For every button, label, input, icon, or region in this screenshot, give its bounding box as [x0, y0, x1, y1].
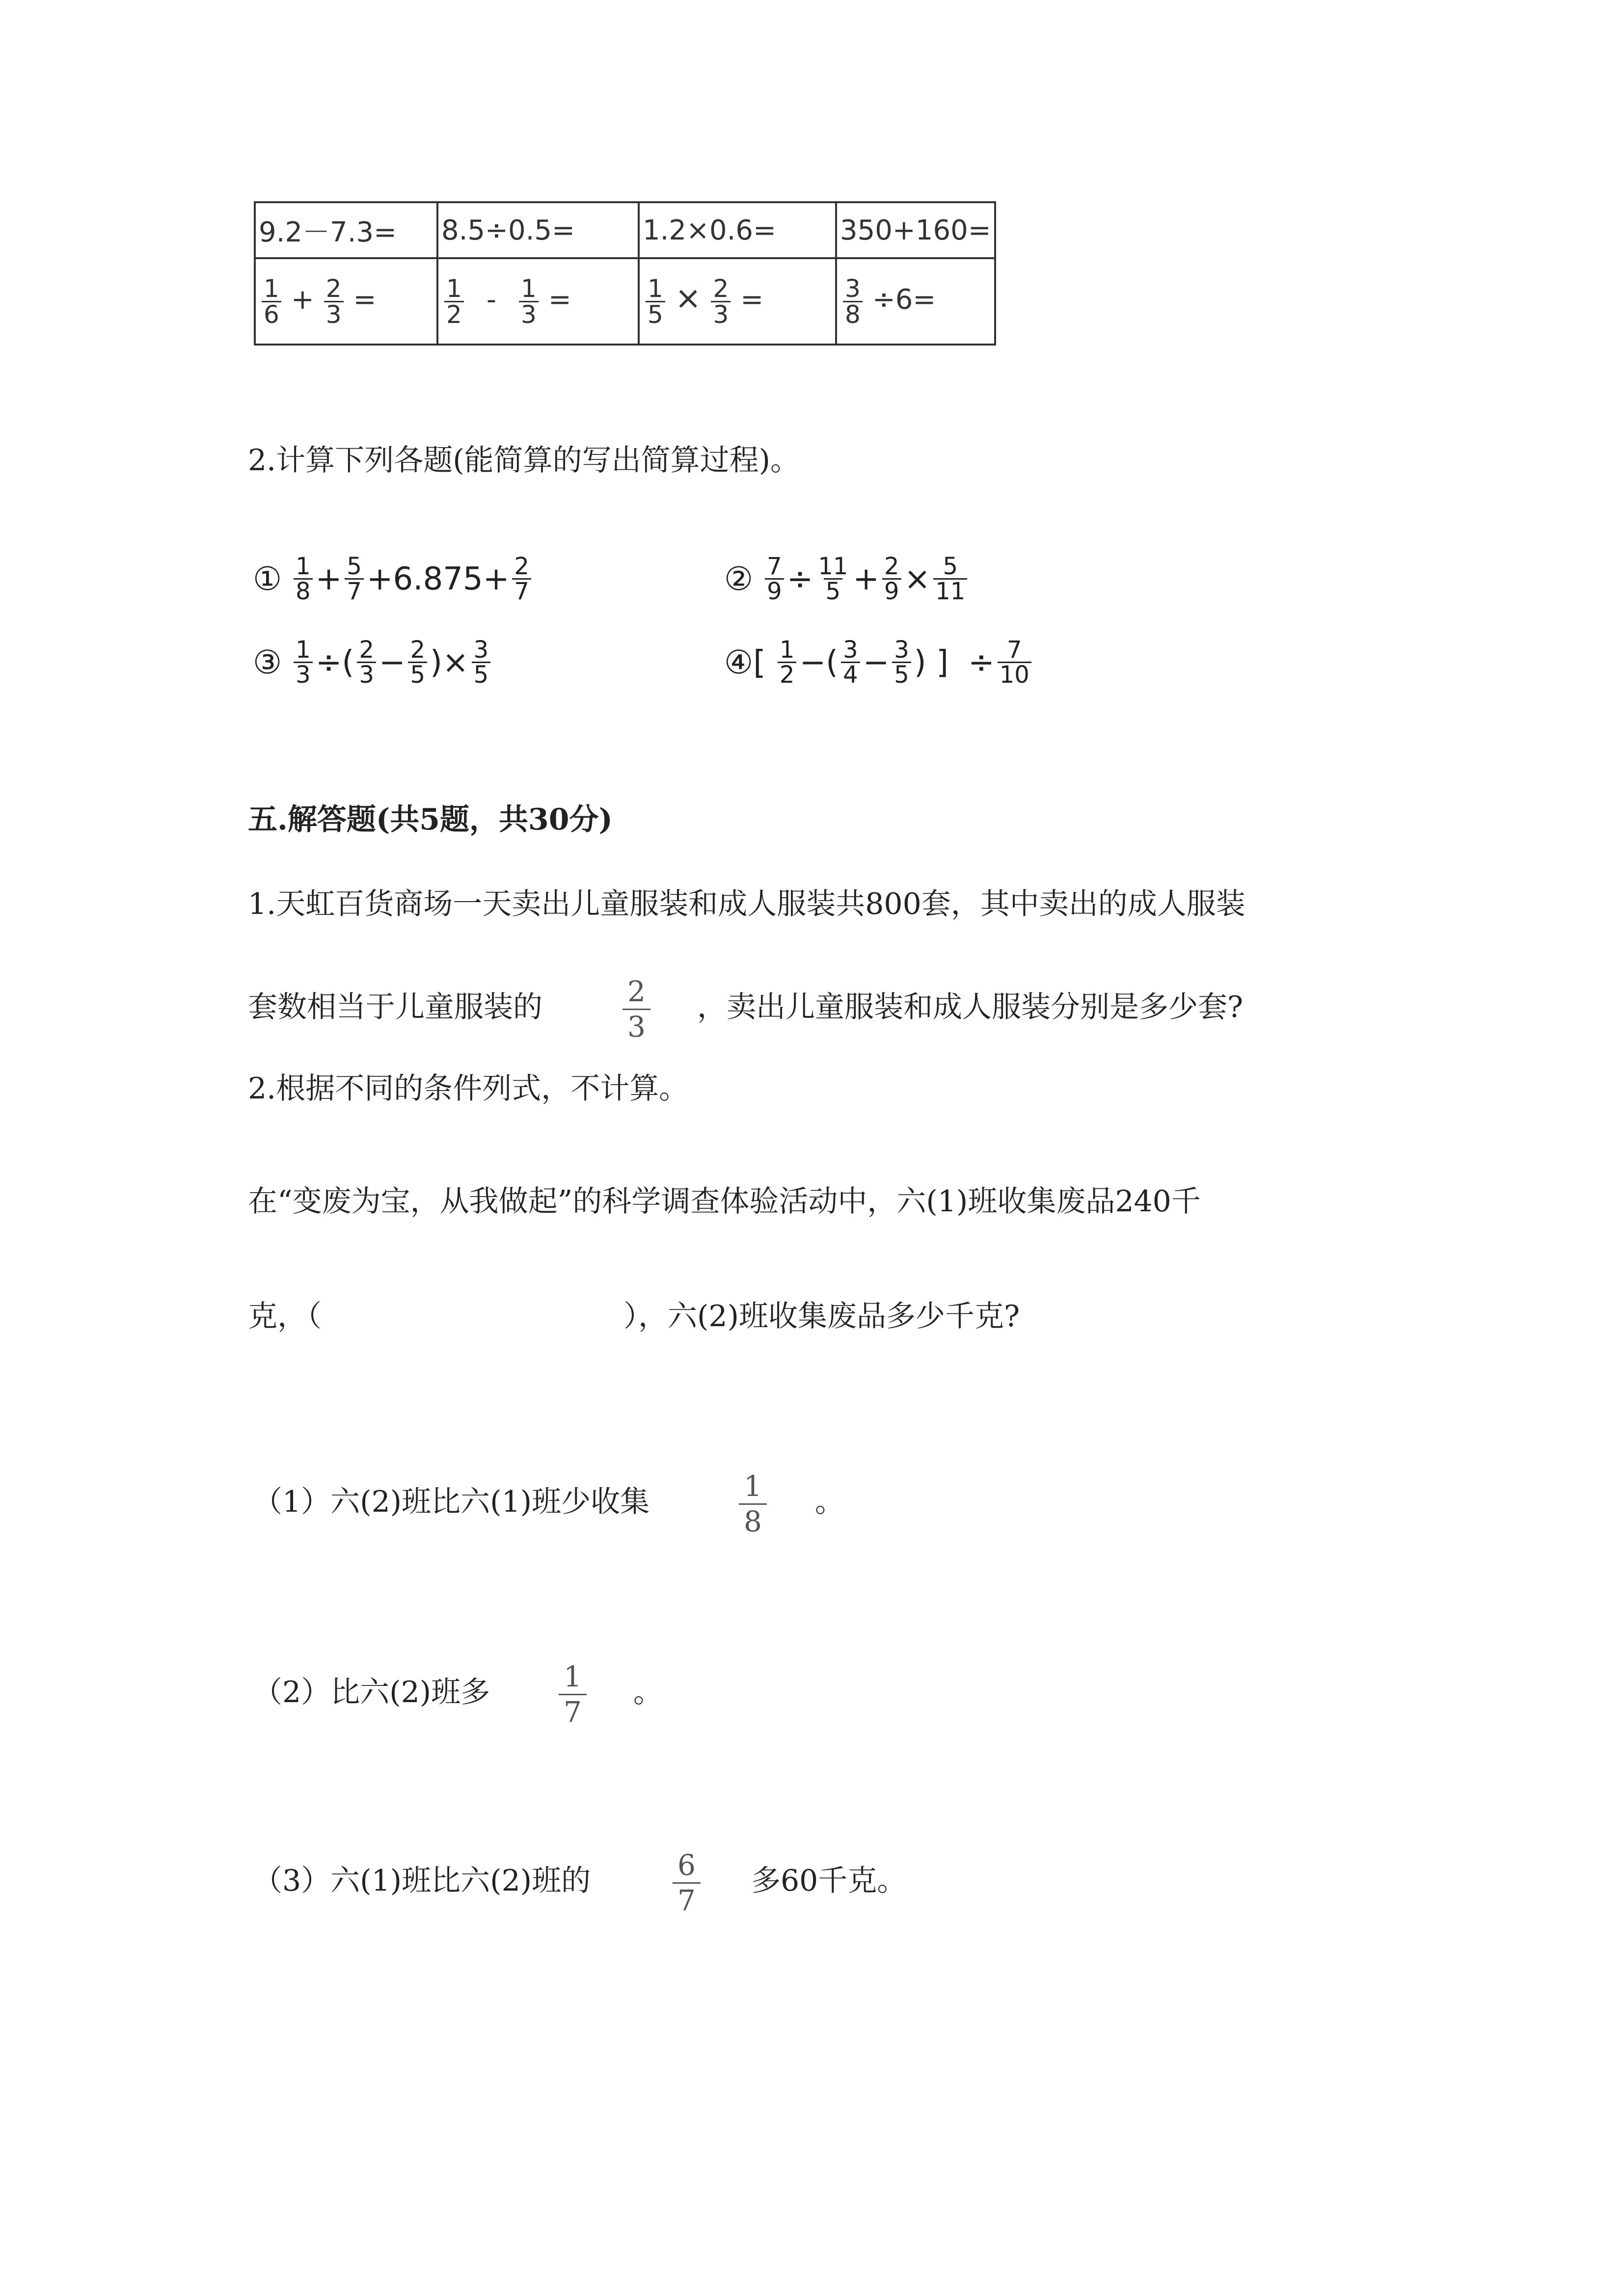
q2-title: 2.计算下列各题(能简算的写出简算过程)。	[248, 443, 800, 478]
fraction: $\frac{2}{5}$	[408, 638, 427, 687]
fraction: $\frac{3}{4}$	[841, 638, 860, 687]
fraction: $\frac{1}{2}$	[444, 276, 464, 327]
fraction: $\frac{7}{10}$	[998, 638, 1031, 687]
fraction: $\frac{2}{3}$	[324, 276, 344, 327]
fraction: $\frac{1}{3}$	[519, 276, 539, 327]
fraction: $\frac{3}{5}$	[472, 638, 491, 687]
fraction: $\frac{2}{7}$	[512, 555, 531, 603]
problem-2-line-1: 在“变废为宝，从我做起”的科学调查体验活动中，六(1)班收集废品240千	[248, 1184, 1201, 1219]
calc-cell: $\frac{1}{2}$ - $\frac{1}{3}$ =	[437, 258, 639, 345]
calc-cell: $\frac{1}{6}$ + $\frac{2}{3}$ =	[255, 258, 437, 345]
problem-1-line-2b: ，卖出儿童服装和成人服装分别是多少套?	[697, 990, 1244, 1024]
fraction: 2 3	[623, 977, 650, 1042]
calc-cell: 1.2×0.6=	[639, 202, 836, 258]
expression-2: ② $\frac{7}{9}$ ÷ $\frac{11}{5}$ + $\frac{2}{9}$ × $\frac{5}{11}$	[724, 555, 970, 603]
calc-cell: $\frac{3}{8}$ ÷6=	[836, 258, 995, 345]
fraction: $\frac{1}{6}$	[262, 276, 281, 327]
condition-3: （3）六(1)班比六(2)班的	[253, 1864, 591, 1898]
condition-1-end: 。	[815, 1485, 844, 1519]
expression-4: ④[ $\frac{1}{2}$ −( $\frac{3}{4}$ − $\frac{3}{5}$ ) ] ÷ $\frac{7}{10}$	[724, 638, 1034, 687]
fraction: $\frac{11}{5}$	[818, 553, 848, 605]
problem-2-title: 2.根据不同的条件列式，不计算。	[248, 1071, 689, 1106]
problem-2-line-2b: ），六(2)班收集废品多少千克?	[623, 1299, 1020, 1334]
condition-2-end: 。	[633, 1675, 663, 1709]
fraction: $\frac{3}{5}$	[892, 638, 911, 687]
fraction: $\frac{1}{3}$	[294, 638, 313, 687]
problem-1-line-1: 1.天虹百货商场一天卖出儿童服装和成人服装共800套，其中卖出的成人服装	[248, 887, 1245, 921]
fraction: 1 8	[739, 1471, 767, 1537]
calc-cell: 9.2－7.3=	[255, 202, 437, 258]
condition-1: （1）六(2)班比六(1)班少收集	[253, 1485, 650, 1519]
table-row	[255, 202, 995, 258]
fraction: $\frac{1}{2}$	[778, 638, 797, 687]
calc-cell: 350+160=	[836, 202, 995, 258]
calc-table	[254, 201, 996, 346]
fraction: $\frac{5}{11}$	[933, 555, 967, 603]
fraction: $\frac{5}{7}$	[345, 555, 364, 603]
fraction: $\frac{1}{5}$	[646, 276, 665, 327]
section-heading: 五.解答题(共5题，共30分)	[248, 802, 613, 837]
fraction: $\frac{2}{9}$	[882, 555, 901, 603]
calc-cell: $\frac{1}{5}$ × $\frac{2}{3}$ =	[639, 258, 836, 345]
fraction: $\frac{7}{9}$	[765, 555, 784, 603]
fraction: $\frac{2}{3}$	[357, 638, 376, 687]
calc-cell: 8.5÷0.5=	[437, 202, 639, 258]
table-row	[255, 258, 995, 345]
fraction: 1 7	[559, 1662, 587, 1727]
fraction: 6 7	[673, 1850, 701, 1916]
fraction: $\frac{1}{8}$	[294, 555, 313, 603]
fraction: $\frac{2}{3}$	[711, 276, 731, 327]
condition-2: （2）比六(2)班多	[253, 1675, 490, 1709]
expression-3: ③ $\frac{1}{3}$ ÷( $\frac{2}{3}$ − $\frac{2}{5}$ )× $\frac{3}{5}$	[253, 638, 493, 687]
problem-1-line-2a: 套数相当于儿童服装的	[248, 990, 542, 1024]
condition-3-end: 多60千克。	[751, 1864, 907, 1898]
fraction: $\frac{3}{8}$	[843, 276, 863, 327]
problem-2-line-2a: 克，（	[248, 1299, 322, 1334]
expression-1: ① $\frac{1}{8}$ + $\frac{5}{7}$ +6.875+ $\frac{2}{7}$	[253, 555, 534, 603]
